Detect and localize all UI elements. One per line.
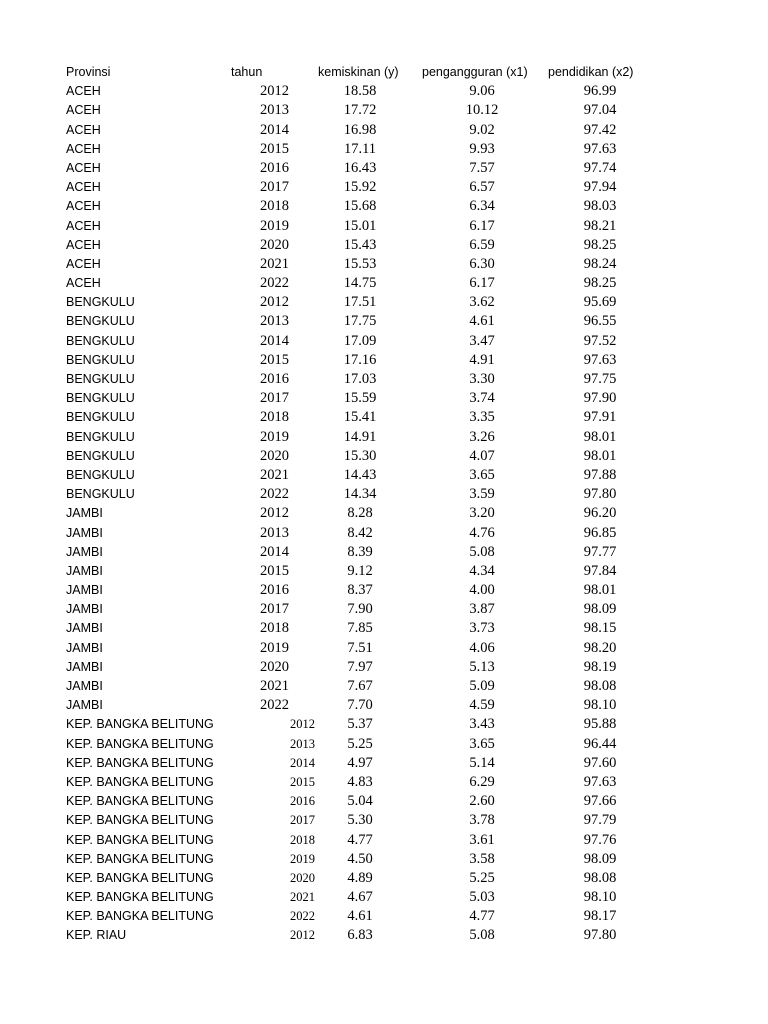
- cell-pendidikan[interactable]: 98.19: [583, 658, 617, 675]
- table-row: [0, 197, 768, 216]
- cell-pengangguran[interactable]: 3.35: [469, 409, 495, 426]
- cell-pendidikan[interactable]: 97.52: [583, 332, 617, 349]
- cell-tahun[interactable]: 2016: [290, 794, 315, 809]
- cell-tahun[interactable]: 2015: [290, 774, 315, 789]
- cell-pendidikan[interactable]: 98.21: [583, 217, 617, 234]
- cell-tahun[interactable]: 2018: [290, 832, 315, 847]
- cell-tahun[interactable]: 2015: [260, 562, 289, 579]
- cell-provinsi[interactable]: BENGKULU: [66, 448, 135, 463]
- cell-kemiskinan[interactable]: 14.34: [343, 486, 377, 503]
- cell-kemiskinan[interactable]: 15.92: [343, 179, 377, 196]
- cell-pendidikan[interactable]: 98.10: [583, 697, 617, 714]
- cell-pendidikan[interactable]: 96.85: [583, 524, 617, 541]
- cell-tahun[interactable]: 2020: [290, 870, 315, 885]
- table-row: [0, 811, 768, 830]
- header-tahun[interactable]: tahun: [231, 65, 263, 79]
- cell-pendidikan[interactable]: 97.63: [583, 773, 617, 790]
- cell-tahun[interactable]: 2021: [260, 466, 289, 483]
- cell-provinsi[interactable]: JAMBI: [66, 698, 103, 713]
- cell-pendidikan[interactable]: 97.75: [583, 371, 617, 387]
- cell-provinsi[interactable]: KEP. BANGKA BELITUNG: [66, 813, 214, 828]
- cell-pendidikan[interactable]: 97.90: [583, 390, 617, 407]
- cell-kemiskinan[interactable]: 5.04: [347, 793, 373, 810]
- table-row: [0, 408, 768, 427]
- cell-pengangguran[interactable]: 3.87: [469, 601, 495, 618]
- cell-kemiskinan[interactable]: 5.37: [347, 716, 373, 733]
- cell-pengangguran[interactable]: 3.61: [469, 831, 495, 848]
- cell-kemiskinan[interactable]: 4.61: [347, 908, 373, 925]
- cell-pengangguran[interactable]: 10.12: [465, 102, 499, 119]
- cell-pendidikan[interactable]: 96.55: [583, 313, 617, 330]
- cell-pendidikan[interactable]: 98.09: [583, 601, 617, 618]
- table-row: [0, 101, 768, 120]
- cell-provinsi[interactable]: ACEH: [66, 199, 101, 214]
- cell-tahun[interactable]: 2012: [260, 505, 289, 522]
- cell-provinsi[interactable]: KEP. BANGKA BELITUNG: [66, 909, 214, 924]
- cell-kemiskinan[interactable]: 17.03: [343, 371, 377, 387]
- table-row: [0, 581, 768, 600]
- cell-pengangguran[interactable]: 3.59: [469, 486, 495, 503]
- cell-kemiskinan[interactable]: 7.85: [347, 620, 373, 637]
- cell-tahun[interactable]: 2022: [260, 486, 289, 503]
- cell-provinsi[interactable]: BENGKULU: [66, 429, 135, 444]
- cell-provinsi[interactable]: BENGKULU: [66, 295, 135, 310]
- cell-kemiskinan[interactable]: 8.28: [347, 505, 373, 522]
- table-row: [0, 82, 768, 101]
- cell-provinsi[interactable]: JAMBI: [66, 679, 103, 693]
- cell-tahun[interactable]: 2012: [260, 83, 289, 100]
- cell-kemiskinan[interactable]: 16.98: [343, 121, 377, 138]
- table-row: [0, 869, 768, 888]
- cell-pengangguran[interactable]: 3.65: [469, 466, 495, 483]
- cell-kemiskinan[interactable]: 4.89: [347, 869, 373, 886]
- cell-pengangguran[interactable]: 3.73: [469, 620, 495, 637]
- cell-provinsi[interactable]: ACEH: [66, 237, 101, 252]
- cell-provinsi[interactable]: ACEH: [66, 103, 101, 118]
- cell-pengangguran[interactable]: 4.77: [469, 908, 495, 925]
- cell-pengangguran[interactable]: 4.91: [469, 351, 495, 368]
- cell-pengangguran[interactable]: 9.06: [469, 83, 495, 100]
- cell-kemiskinan[interactable]: 8.39: [347, 543, 373, 560]
- cell-provinsi[interactable]: ACEH: [66, 141, 101, 156]
- cell-kemiskinan[interactable]: 15.53: [343, 255, 377, 272]
- table-row: [0, 485, 768, 504]
- cell-pengangguran[interactable]: 3.26: [469, 428, 495, 445]
- table-row: [0, 926, 768, 945]
- cell-provinsi[interactable]: BENGKULU: [66, 314, 135, 329]
- cell-kemiskinan[interactable]: 14.91: [343, 428, 377, 445]
- cell-pengangguran[interactable]: 5.14: [469, 754, 495, 771]
- cell-kemiskinan[interactable]: 9.12: [347, 562, 373, 579]
- cell-pengangguran[interactable]: 3.20: [469, 505, 495, 522]
- table-row: [0, 178, 768, 197]
- cell-provinsi[interactable]: KEP. RIAU: [66, 928, 127, 943]
- cell-pendidikan[interactable]: 97.88: [583, 466, 617, 483]
- cell-pengangguran[interactable]: 3.30: [469, 371, 495, 387]
- cell-kemiskinan[interactable]: 15.41: [343, 409, 377, 426]
- table-row: [0, 447, 768, 466]
- cell-pengangguran[interactable]: 5.13: [469, 658, 495, 675]
- cell-kemiskinan[interactable]: 5.30: [347, 812, 373, 829]
- table-row: [0, 236, 768, 255]
- cell-tahun[interactable]: 2017: [260, 179, 289, 196]
- cell-pendidikan[interactable]: 98.20: [583, 639, 617, 656]
- cell-pengangguran[interactable]: 3.47: [469, 332, 495, 349]
- table-row: [0, 217, 768, 236]
- cell-pendidikan[interactable]: 97.77: [583, 543, 617, 560]
- cell-kemiskinan[interactable]: 4.83: [347, 773, 373, 790]
- cell-provinsi[interactable]: ACEH: [66, 160, 101, 175]
- cell-pengangguran[interactable]: 6.30: [469, 255, 495, 272]
- cell-kemiskinan[interactable]: 7.90: [347, 601, 373, 618]
- cell-pendidikan[interactable]: 97.04: [583, 102, 617, 119]
- table-row: [0, 735, 768, 754]
- cell-tahun[interactable]: 2022: [260, 697, 289, 714]
- cell-pendidikan[interactable]: 98.25: [583, 236, 617, 253]
- table-row: [0, 524, 768, 543]
- cell-pendidikan[interactable]: 98.10: [583, 889, 617, 906]
- table-row: [0, 639, 768, 658]
- cell-pengangguran[interactable]: 6.17: [469, 217, 495, 234]
- cell-kemiskinan[interactable]: 7.67: [347, 678, 373, 694]
- table-row: [0, 754, 768, 773]
- cell-provinsi[interactable]: KEP. BANGKA BELITUNG: [66, 717, 214, 732]
- table-row: [0, 332, 768, 351]
- cell-pengangguran[interactable]: 3.43: [469, 716, 495, 733]
- cell-tahun[interactable]: 2014: [290, 755, 315, 770]
- cell-pendidikan[interactable]: 97.94: [583, 179, 617, 196]
- cell-kemiskinan[interactable]: 4.77: [347, 831, 373, 848]
- table-row: [0, 504, 768, 523]
- cell-pendidikan[interactable]: 97.74: [583, 159, 617, 176]
- cell-tahun[interactable]: 2021: [260, 255, 289, 272]
- cell-pendidikan[interactable]: 98.24: [583, 255, 617, 272]
- cell-tahun[interactable]: 2019: [290, 851, 315, 866]
- cell-kemiskinan[interactable]: 4.50: [347, 850, 373, 867]
- table-row: [0, 888, 768, 907]
- cell-tahun[interactable]: 2019: [260, 217, 289, 234]
- cell-pengangguran[interactable]: 3.78: [469, 812, 495, 829]
- cell-pendidikan[interactable]: 97.91: [583, 409, 617, 426]
- cell-tahun[interactable]: 2017: [260, 601, 289, 618]
- cell-provinsi[interactable]: KEP. BANGKA BELITUNG: [66, 890, 214, 905]
- cell-provinsi[interactable]: KEP. BANGKA BELITUNG: [66, 755, 214, 770]
- cell-kemiskinan[interactable]: 17.51: [343, 294, 377, 311]
- cell-kemiskinan[interactable]: 17.11: [343, 140, 377, 157]
- cell-pendidikan[interactable]: 98.01: [583, 582, 617, 599]
- cell-kemiskinan[interactable]: 8.37: [347, 582, 373, 599]
- cell-pengangguran[interactable]: 5.08: [469, 543, 495, 560]
- cell-kemiskinan[interactable]: 14.75: [343, 275, 377, 292]
- cell-pendidikan[interactable]: 97.60: [583, 754, 617, 771]
- cell-tahun[interactable]: 2016: [260, 371, 289, 387]
- cell-provinsi[interactable]: KEP. BANGKA BELITUNG: [66, 832, 214, 847]
- cell-pengangguran[interactable]: 9.02: [469, 121, 495, 138]
- cell-tahun[interactable]: 2014: [260, 332, 289, 349]
- cell-tahun[interactable]: 2017: [290, 813, 315, 828]
- cell-pendidikan[interactable]: 96.99: [583, 83, 617, 100]
- table-row: [0, 658, 768, 677]
- cell-pengangguran[interactable]: 6.34: [469, 198, 495, 215]
- cell-pengangguran[interactable]: 5.09: [469, 678, 495, 694]
- table-row: [0, 696, 768, 715]
- cell-pengangguran[interactable]: 4.06: [469, 639, 495, 656]
- cell-pendidikan[interactable]: 98.17: [583, 908, 617, 925]
- cell-pendidikan[interactable]: 97.80: [583, 486, 617, 503]
- table-row: [0, 562, 768, 581]
- cell-tahun[interactable]: 2018: [260, 620, 289, 637]
- header-pengangguran[interactable]: pengangguran (x1): [422, 65, 528, 79]
- cell-pendidikan[interactable]: 96.44: [583, 735, 617, 752]
- cell-provinsi[interactable]: KEP. BANGKA BELITUNG: [66, 774, 214, 789]
- table-row: [0, 293, 768, 312]
- cell-provinsi[interactable]: JAMBI: [66, 563, 103, 578]
- cell-provinsi[interactable]: KEP. BANGKA BELITUNG: [66, 851, 214, 866]
- cell-tahun[interactable]: 2017: [260, 390, 289, 407]
- cell-tahun[interactable]: 2013: [260, 313, 289, 330]
- cell-pendidikan[interactable]: 98.09: [583, 850, 617, 867]
- cell-provinsi[interactable]: BENGKULU: [66, 391, 135, 406]
- cell-kemiskinan[interactable]: 15.30: [343, 447, 377, 464]
- cell-pengangguran[interactable]: 4.76: [469, 524, 495, 541]
- cell-tahun[interactable]: 2014: [260, 543, 289, 560]
- cell-pengangguran[interactable]: 4.00: [469, 582, 495, 599]
- cell-tahun[interactable]: 2018: [260, 409, 289, 426]
- cell-tahun[interactable]: 2013: [260, 102, 289, 119]
- table-row: [0, 677, 768, 696]
- cell-kemiskinan[interactable]: 16.43: [343, 159, 377, 176]
- table-row: [0, 715, 768, 734]
- cell-tahun[interactable]: 2021: [260, 678, 289, 694]
- cell-kemiskinan[interactable]: 4.67: [347, 889, 373, 906]
- cell-provinsi[interactable]: BENGKULU: [66, 410, 135, 425]
- cell-provinsi[interactable]: JAMBI: [66, 659, 103, 674]
- cell-pengangguran[interactable]: 7.57: [469, 159, 495, 176]
- cell-provinsi[interactable]: BENGKULU: [66, 487, 135, 502]
- cell-pendidikan[interactable]: 98.25: [583, 275, 617, 292]
- table-row: [0, 543, 768, 562]
- cell-kemiskinan[interactable]: 6.83: [347, 927, 373, 944]
- cell-provinsi[interactable]: JAMBI: [66, 544, 103, 559]
- cell-pengangguran[interactable]: 2.60: [469, 793, 495, 810]
- cell-kemiskinan[interactable]: 15.59: [343, 390, 377, 407]
- cell-provinsi[interactable]: KEP. BANGKA BELITUNG: [66, 794, 214, 809]
- cell-pengangguran[interactable]: 3.74: [469, 390, 495, 407]
- cell-provinsi[interactable]: BENGKULU: [66, 333, 135, 348]
- cell-pendidikan[interactable]: 97.42: [583, 121, 617, 138]
- cell-pendidikan[interactable]: 97.84: [583, 562, 617, 579]
- cell-tahun[interactable]: 2015: [260, 351, 289, 368]
- cell-kemiskinan[interactable]: 17.09: [343, 332, 377, 349]
- cell-pendidikan[interactable]: 98.03: [583, 198, 617, 215]
- cell-kemiskinan[interactable]: 17.16: [343, 351, 377, 368]
- cell-kemiskinan[interactable]: 8.42: [347, 524, 373, 541]
- cell-tahun[interactable]: 2019: [260, 428, 289, 445]
- cell-tahun[interactable]: 2015: [260, 140, 289, 157]
- cell-tahun[interactable]: 2016: [260, 582, 289, 599]
- cell-provinsi[interactable]: BENGKULU: [66, 352, 135, 367]
- cell-pengangguran[interactable]: 4.34: [469, 562, 495, 579]
- table-row: [0, 466, 768, 485]
- cell-provinsi[interactable]: ACEH: [66, 218, 101, 233]
- cell-kemiskinan[interactable]: 18.58: [343, 83, 377, 100]
- cell-tahun[interactable]: 2018: [260, 198, 289, 215]
- table-row: [0, 792, 768, 811]
- cell-tahun[interactable]: 2019: [260, 639, 289, 656]
- cell-provinsi[interactable]: JAMBI: [66, 621, 103, 636]
- cell-pendidikan[interactable]: 96.20: [583, 505, 617, 522]
- cell-tahun[interactable]: 2012: [260, 294, 289, 311]
- cell-pengangguran[interactable]: 6.17: [469, 275, 495, 292]
- cell-provinsi[interactable]: JAMBI: [66, 640, 103, 655]
- cell-tahun[interactable]: 2013: [290, 736, 315, 751]
- cell-pendidikan[interactable]: 97.66: [583, 793, 617, 810]
- cell-provinsi[interactable]: BENGKULU: [66, 467, 135, 482]
- cell-pengangguran[interactable]: 5.08: [469, 927, 495, 944]
- cell-pengangguran[interactable]: 5.25: [469, 869, 495, 886]
- cell-provinsi[interactable]: KEP. BANGKA BELITUNG: [66, 736, 214, 751]
- cell-provinsi[interactable]: ACEH: [66, 180, 101, 195]
- cell-kemiskinan[interactable]: 7.97: [347, 658, 373, 675]
- table-row: [0, 351, 768, 370]
- table-row: [0, 389, 768, 408]
- cell-tahun[interactable]: 2012: [290, 928, 315, 943]
- spreadsheet-table: [0, 63, 768, 946]
- table-row: [0, 370, 768, 389]
- header-kemiskinan[interactable]: kemiskinan (y): [318, 65, 399, 79]
- cell-provinsi[interactable]: JAMBI: [66, 506, 103, 521]
- cell-kemiskinan[interactable]: 4.97: [347, 754, 373, 771]
- header-row: [0, 63, 768, 82]
- cell-pengangguran[interactable]: 3.65: [469, 735, 495, 752]
- cell-pendidikan[interactable]: 97.76: [583, 831, 617, 848]
- table-row: [0, 121, 768, 140]
- cell-pengangguran[interactable]: 9.93: [469, 140, 495, 157]
- cell-tahun[interactable]: 2014: [260, 121, 289, 138]
- cell-pengangguran[interactable]: 4.59: [469, 697, 495, 714]
- cell-kemiskinan[interactable]: 17.72: [343, 102, 377, 119]
- cell-pendidikan[interactable]: 95.69: [583, 294, 617, 311]
- cell-tahun[interactable]: 2020: [260, 447, 289, 464]
- cell-tahun[interactable]: 2020: [260, 658, 289, 675]
- cell-provinsi[interactable]: ACEH: [66, 276, 101, 291]
- table-row: [0, 831, 768, 850]
- table-row: [0, 255, 768, 274]
- cell-tahun[interactable]: 2013: [260, 524, 289, 541]
- table-row: [0, 907, 768, 926]
- cell-pendidikan[interactable]: 97.80: [583, 927, 617, 944]
- cell-kemiskinan[interactable]: 15.43: [343, 236, 377, 253]
- cell-pendidikan[interactable]: 97.63: [583, 140, 617, 157]
- header-pendidikan[interactable]: pendidikan (x2): [548, 65, 634, 79]
- table-row: [0, 850, 768, 869]
- cell-kemiskinan[interactable]: 14.43: [343, 466, 377, 483]
- cell-provinsi[interactable]: ACEH: [66, 84, 101, 99]
- cell-pendidikan[interactable]: 97.63: [583, 351, 617, 368]
- cell-pengangguran[interactable]: 6.57: [469, 179, 495, 196]
- cell-tahun[interactable]: 2021: [290, 890, 315, 905]
- cell-tahun[interactable]: 2022: [260, 275, 289, 292]
- cell-pengangguran[interactable]: 6.29: [469, 773, 495, 790]
- table-row: [0, 159, 768, 178]
- cell-tahun[interactable]: 2022: [290, 909, 315, 924]
- cell-provinsi[interactable]: ACEH: [66, 122, 101, 137]
- cell-provinsi[interactable]: JAMBI: [66, 602, 103, 617]
- cell-pengangguran[interactable]: 6.59: [469, 236, 495, 253]
- cell-tahun[interactable]: 2020: [260, 236, 289, 253]
- cell-kemiskinan[interactable]: 5.25: [347, 735, 373, 752]
- cell-pengangguran[interactable]: 3.62: [469, 294, 495, 311]
- cell-pengangguran[interactable]: 3.58: [469, 850, 495, 867]
- table-row: [0, 428, 768, 447]
- table-body: [0, 82, 768, 945]
- cell-kemiskinan[interactable]: 17.75: [343, 313, 377, 330]
- table-row: [0, 773, 768, 792]
- cell-tahun[interactable]: 2012: [290, 717, 315, 732]
- cell-pendidikan[interactable]: 95.88: [583, 716, 617, 733]
- cell-provinsi[interactable]: JAMBI: [66, 525, 103, 540]
- table-row: [0, 274, 768, 293]
- cell-provinsi[interactable]: KEP. BANGKA BELITUNG: [66, 870, 214, 885]
- cell-provinsi[interactable]: ACEH: [66, 256, 101, 271]
- cell-pengangguran[interactable]: 4.07: [469, 447, 495, 464]
- cell-pendidikan[interactable]: 98.01: [583, 447, 617, 464]
- cell-pendidikan[interactable]: 98.01: [583, 428, 617, 445]
- cell-pendidikan[interactable]: 98.15: [583, 620, 617, 637]
- cell-pengangguran[interactable]: 4.61: [469, 313, 495, 330]
- table-row: [0, 600, 768, 619]
- table-row: [0, 140, 768, 159]
- table-row: [0, 312, 768, 331]
- cell-kemiskinan[interactable]: 15.68: [343, 198, 377, 215]
- cell-kemiskinan[interactable]: 7.51: [347, 639, 373, 656]
- cell-pendidikan[interactable]: 97.79: [583, 812, 617, 829]
- header-provinsi[interactable]: Provinsi: [66, 65, 111, 79]
- cell-pendidikan[interactable]: 98.08: [583, 869, 617, 886]
- table-row: [0, 619, 768, 638]
- cell-tahun[interactable]: 2016: [260, 159, 289, 176]
- cell-pendidikan[interactable]: 98.08: [583, 678, 617, 694]
- cell-kemiskinan[interactable]: 7.70: [347, 697, 373, 714]
- cell-pengangguran[interactable]: 5.03: [469, 889, 495, 906]
- cell-provinsi[interactable]: JAMBI: [66, 583, 103, 598]
- cell-kemiskinan[interactable]: 15.01: [343, 217, 377, 234]
- cell-provinsi[interactable]: BENGKULU: [66, 372, 135, 386]
